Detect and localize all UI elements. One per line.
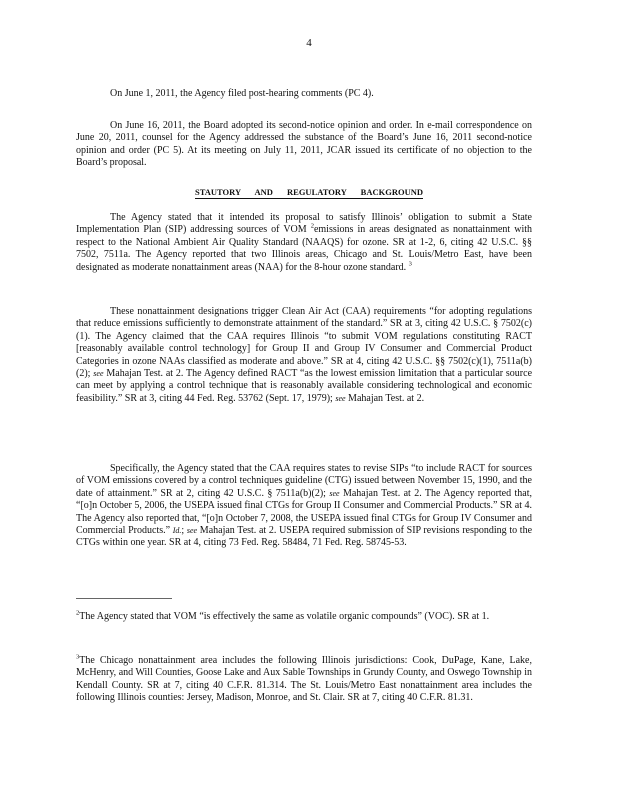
footnote-mark: 2 xyxy=(76,609,80,617)
footnote-text: The Agency stated that VOM “is effectively the same as volatile organic compounds” (VOC). SR at 1. xyxy=(79,611,490,622)
paragraph-caa-requirements xyxy=(76,306,532,405)
paragraph-text: On June 16, 2011, the Board adopted its second-notice opinion and order. In e-mail correspondence on June 20, 2011, counsel for the Agency addressed the substance of the Board’s June 16, 2011 second-notice opinion and order (PC 5). At its meeting on July 11, 2011, JCAR issued its certificate of no objection to the Board’s proposal. xyxy=(76,120,532,169)
footnote-ref: 3 xyxy=(408,260,412,268)
footnote-divider xyxy=(76,598,172,599)
paragraph-text: On June 1, 2011, the Agency filed post-hearing comments (PC 4). xyxy=(110,88,374,99)
page-number: 4 xyxy=(306,37,312,49)
footnote-2 xyxy=(76,611,532,623)
footnote-text: The Chicago nonattainment area includes the following Illinois jurisdictions: Cook, DuPage, Kane, Lake, McHenry, and Will Counties, Goose Lake and Aux Sable Townships in Grundy County, and Oswego Township in Kendall County. SR at 7, citing 40 C.F.R. 81.314. The St. Louis/Metro East nonattainment area includes the following Illinois counties: Jersey, Madison, Monroe, and St. Clair. SR at 7, citing 40 C.F.R. 81.31. xyxy=(76,655,532,704)
section-heading xyxy=(0,187,618,197)
paragraph-text: Mahajan Test. at 2. The Agency defined RACT “as the lowest emission limitation that a particular source can meet by applying a control technique that is reasonably available considering technological and economic feasibility.” SR at 3, citing 44 Fed. Reg. 53762 (Sept. 17, 1979); xyxy=(76,368,533,404)
paragraph-text: These nonattainment designations trigger Clean Air Act (CAA) requirements “for adopting regulations that reduce emissions sufficiently to demonstrate attainment of the standard.” SR at 3, citing 42 U.S.C. § 7502(c)(1). The Agency claimed that the CAA requires Illinois “to submit VOM regulations constituting RACT [reasonably available control technology] for Group II and Group IV Consumer and Commercial Product Categories in ozone NAAs classified as moderate and above.” SR at 4, citing 42 U.S.C. §§ 7502(c)(1), 7511a(b)(2); xyxy=(76,306,532,380)
paragraph-text: Mahajan Test. at 2. xyxy=(348,392,425,404)
footnote-ref: 2 xyxy=(310,223,314,231)
signal-see: see xyxy=(93,369,104,379)
paragraph-text: Mahajan Test. at 2. USEPA required submission of SIP revisions responding to the CTGs within one year. SR at 4, citing 73 Fed. Reg. 58484, 71 Fed. Reg. 58745-53. xyxy=(76,525,533,549)
paragraph-sip-obligation xyxy=(76,212,532,274)
paragraph-text: The Agency stated that it intended its proposal to satisfy Illinois’ obligation to submit a State Implementation Plan (SIP) addressing sources of VOM xyxy=(76,212,532,236)
paragraph-text: emissions in areas designated as nonattainment with respect to the National Ambient Air Quality Standard (NAAQS) for ozone. SR at 1-2, 6, citing 42 U.S.C. §§ 7502, 7511a. The Agency reported that two Illinois areas, Chicago and St. Louis/Metro East, have been designated as moderate nonattainment areas (NAA) for the 8-hour ozone standard. xyxy=(76,224,533,273)
signal-see: see xyxy=(335,393,346,403)
paragraph-text: Mahajan Test. at 2. The Agency reported that, “[o]n October 5, 2006, the USEPA issued final CTGs for Group II Consumer and Commercial Products.” SR at 4. The Agency also reported that, “[o]n October 7, 2008, the USEPA issued final CTGs for Group IV Consumer and Commercial Products.” xyxy=(76,487,533,537)
footnote-3 xyxy=(76,655,532,705)
footnote-mark: 3 xyxy=(76,653,80,661)
paragraph-post-hearing-comments xyxy=(76,88,532,100)
paragraph-text: Specifically, the Agency stated that the CAA requires states to revise SIPs “to include RACT for sources of VOM emissions covered by a control techniques guideline (CTG) issued between November 15, 1990, and the date of attainment.” SR at 2, citing 42 U.S.C. § 7511a(b)(2); xyxy=(76,463,532,499)
paragraph-second-notice xyxy=(76,120,532,170)
section-heading-text: STAUTORY AND REGULATORY BACKGROUND xyxy=(194,187,423,197)
signal-see: see xyxy=(186,526,198,536)
paragraph-ctg-revisions: Specifically, the Agency stated that the CAA requires states to revise SIPs “to include RACT for sources of VOM emissions covered by a control techniques guideline (CTG) issued between November 15, 1990, and the date of attainment.” SR at 2, citing 42 U.S.C. § 7511a(b)(2); see Mahajan Test. at 2. The Agency reported that, “[o]n October 5, 2006, the USEPA issued final CTGs for Group II Consumer and Commercial Products.” SR at 4. The Agency also reported that, “[o]n October 7, 2008, the USEPA issued final CTGs for Group IV Consumer and Commercial Products.” Id.; see Mahajan Test. at 2. USEPA required submission of SIP revisions responding to the CTGs within one year. SR at 4, citing 73 Fed. Reg. 58484, 71 Fed. Reg. 58745-53. xyxy=(76,463,533,549)
signal-id: Id. xyxy=(172,526,182,536)
signal-see: see xyxy=(329,488,340,498)
